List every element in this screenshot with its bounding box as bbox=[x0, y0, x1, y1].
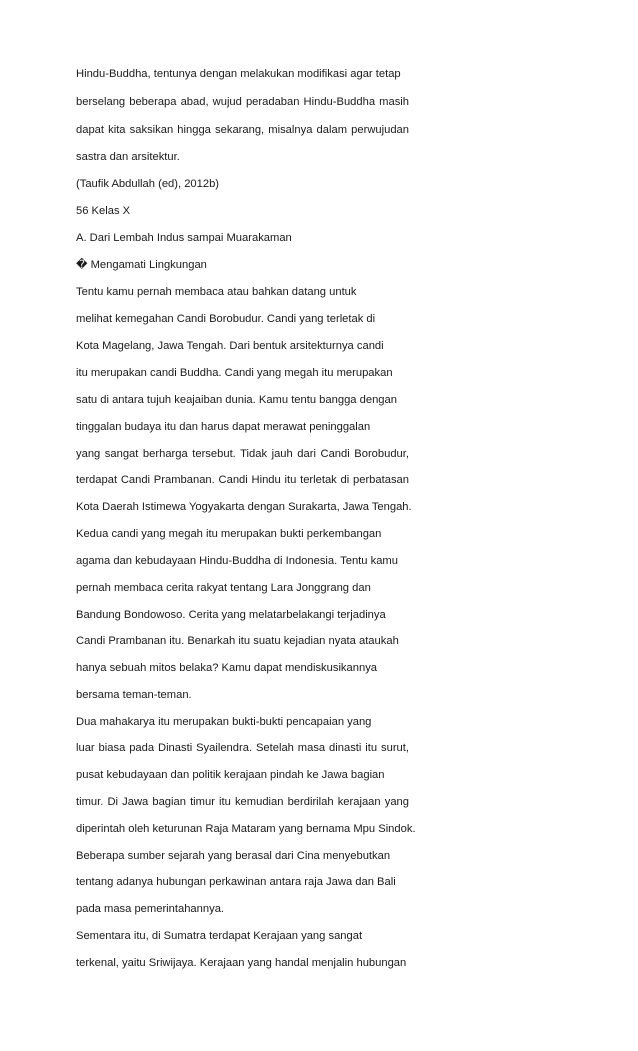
text-line: berselang beberapa abad, wujud peradaban Hindu-Buddha masih bbox=[76, 96, 409, 108]
text-line: (Taufik Abdullah (ed), 2012b) bbox=[76, 178, 220, 190]
text-line: A. Dari Lembah Indus sampai Muarakaman bbox=[76, 232, 292, 244]
text-line: hanya sebuah mitos belaka? Kamu dapat mendiskusikannya bbox=[76, 662, 378, 674]
text-line: luar biasa pada Dinasti Syailendra. Setelah masa dinasti itu surut, bbox=[76, 742, 409, 754]
text-line: bersama teman-teman. bbox=[76, 689, 192, 701]
text-line: sastra dan arsitektur. bbox=[76, 151, 180, 163]
text-line: melihat kemegahan Candi Borobudur. Candi yang terletak di bbox=[76, 313, 376, 325]
text-line: 56 Kelas X bbox=[76, 205, 131, 217]
text-line: tinggalan budaya itu dan harus dapat merawat peninggalan bbox=[76, 421, 371, 433]
text-line: terdapat Candi Prambanan. Candi Hindu itu terletak di perbatasan bbox=[76, 474, 409, 486]
text-line: satu di antara tujuh keajaiban dunia. Kamu tentu bangga dengan bbox=[76, 394, 397, 406]
text-line: timur. Di Jawa bagian timur itu kemudian berdirilah kerajaan yang bbox=[76, 796, 409, 808]
text-line: Kota Magelang, Jawa Tengah. Dari bentuk arsitekturnya candi bbox=[76, 340, 384, 352]
text-line: Kedua candi yang megah itu merupakan bukti perkembangan bbox=[76, 528, 382, 540]
text-line: tentang adanya hubungan perkawinan antara raja Jawa dan Bali bbox=[76, 876, 396, 888]
text-line: � Mengamati Lingkungan bbox=[76, 259, 207, 271]
text-line: itu merupakan candi Buddha. Candi yang megah itu merupakan bbox=[76, 367, 393, 379]
text-line: pusat kebudayaan dan politik kerajaan pindah ke Jawa bagian bbox=[76, 769, 385, 781]
text-line: pada masa pemerintahannya. bbox=[76, 903, 225, 915]
text-line: pernah membaca cerita rakyat tentang Lara Jonggrang dan bbox=[76, 582, 371, 594]
text-line: Sementara itu, di Sumatra terdapat Kerajaan yang sangat bbox=[76, 930, 363, 942]
text-line: Dua mahakarya itu merupakan bukti-bukti pencapaian yang bbox=[76, 716, 372, 728]
text-line: Hindu-Buddha, tentunya dengan melakukan modifikasi agar tetap bbox=[76, 68, 401, 80]
text-line: diperintah oleh keturunan Raja Mataram yang bernama Mpu Sindok. bbox=[76, 823, 416, 835]
text-line: Kota Daerah Istimewa Yogyakarta dengan Surakarta, Jawa Tengah. bbox=[76, 501, 412, 513]
text-line: Bandung Bondowoso. Cerita yang melatarbelakangi terjadinya bbox=[76, 609, 386, 621]
text-line: yang sangat berharga tersebut. Tidak jauh dari Candi Borobudur, bbox=[76, 448, 409, 460]
text-line: agama dan kebudayaan Hindu-Buddha di Indonesia. Tentu kamu bbox=[76, 555, 398, 567]
text-line: Candi Prambanan itu. Benarkah itu suatu kejadian nyata ataukah bbox=[76, 635, 399, 647]
text-line: terkenal, yaitu Sriwijaya. Kerajaan yang handal menjalin hubungan bbox=[76, 957, 407, 969]
text-line: dapat kita saksikan hingga sekarang, misalnya dalam perwujudan bbox=[76, 124, 409, 136]
text-line: Tentu kamu pernah membaca atau bahkan datang untuk bbox=[76, 286, 357, 298]
text-line: Beberapa sumber sejarah yang berasal dari Cina menyebutkan bbox=[76, 850, 391, 862]
